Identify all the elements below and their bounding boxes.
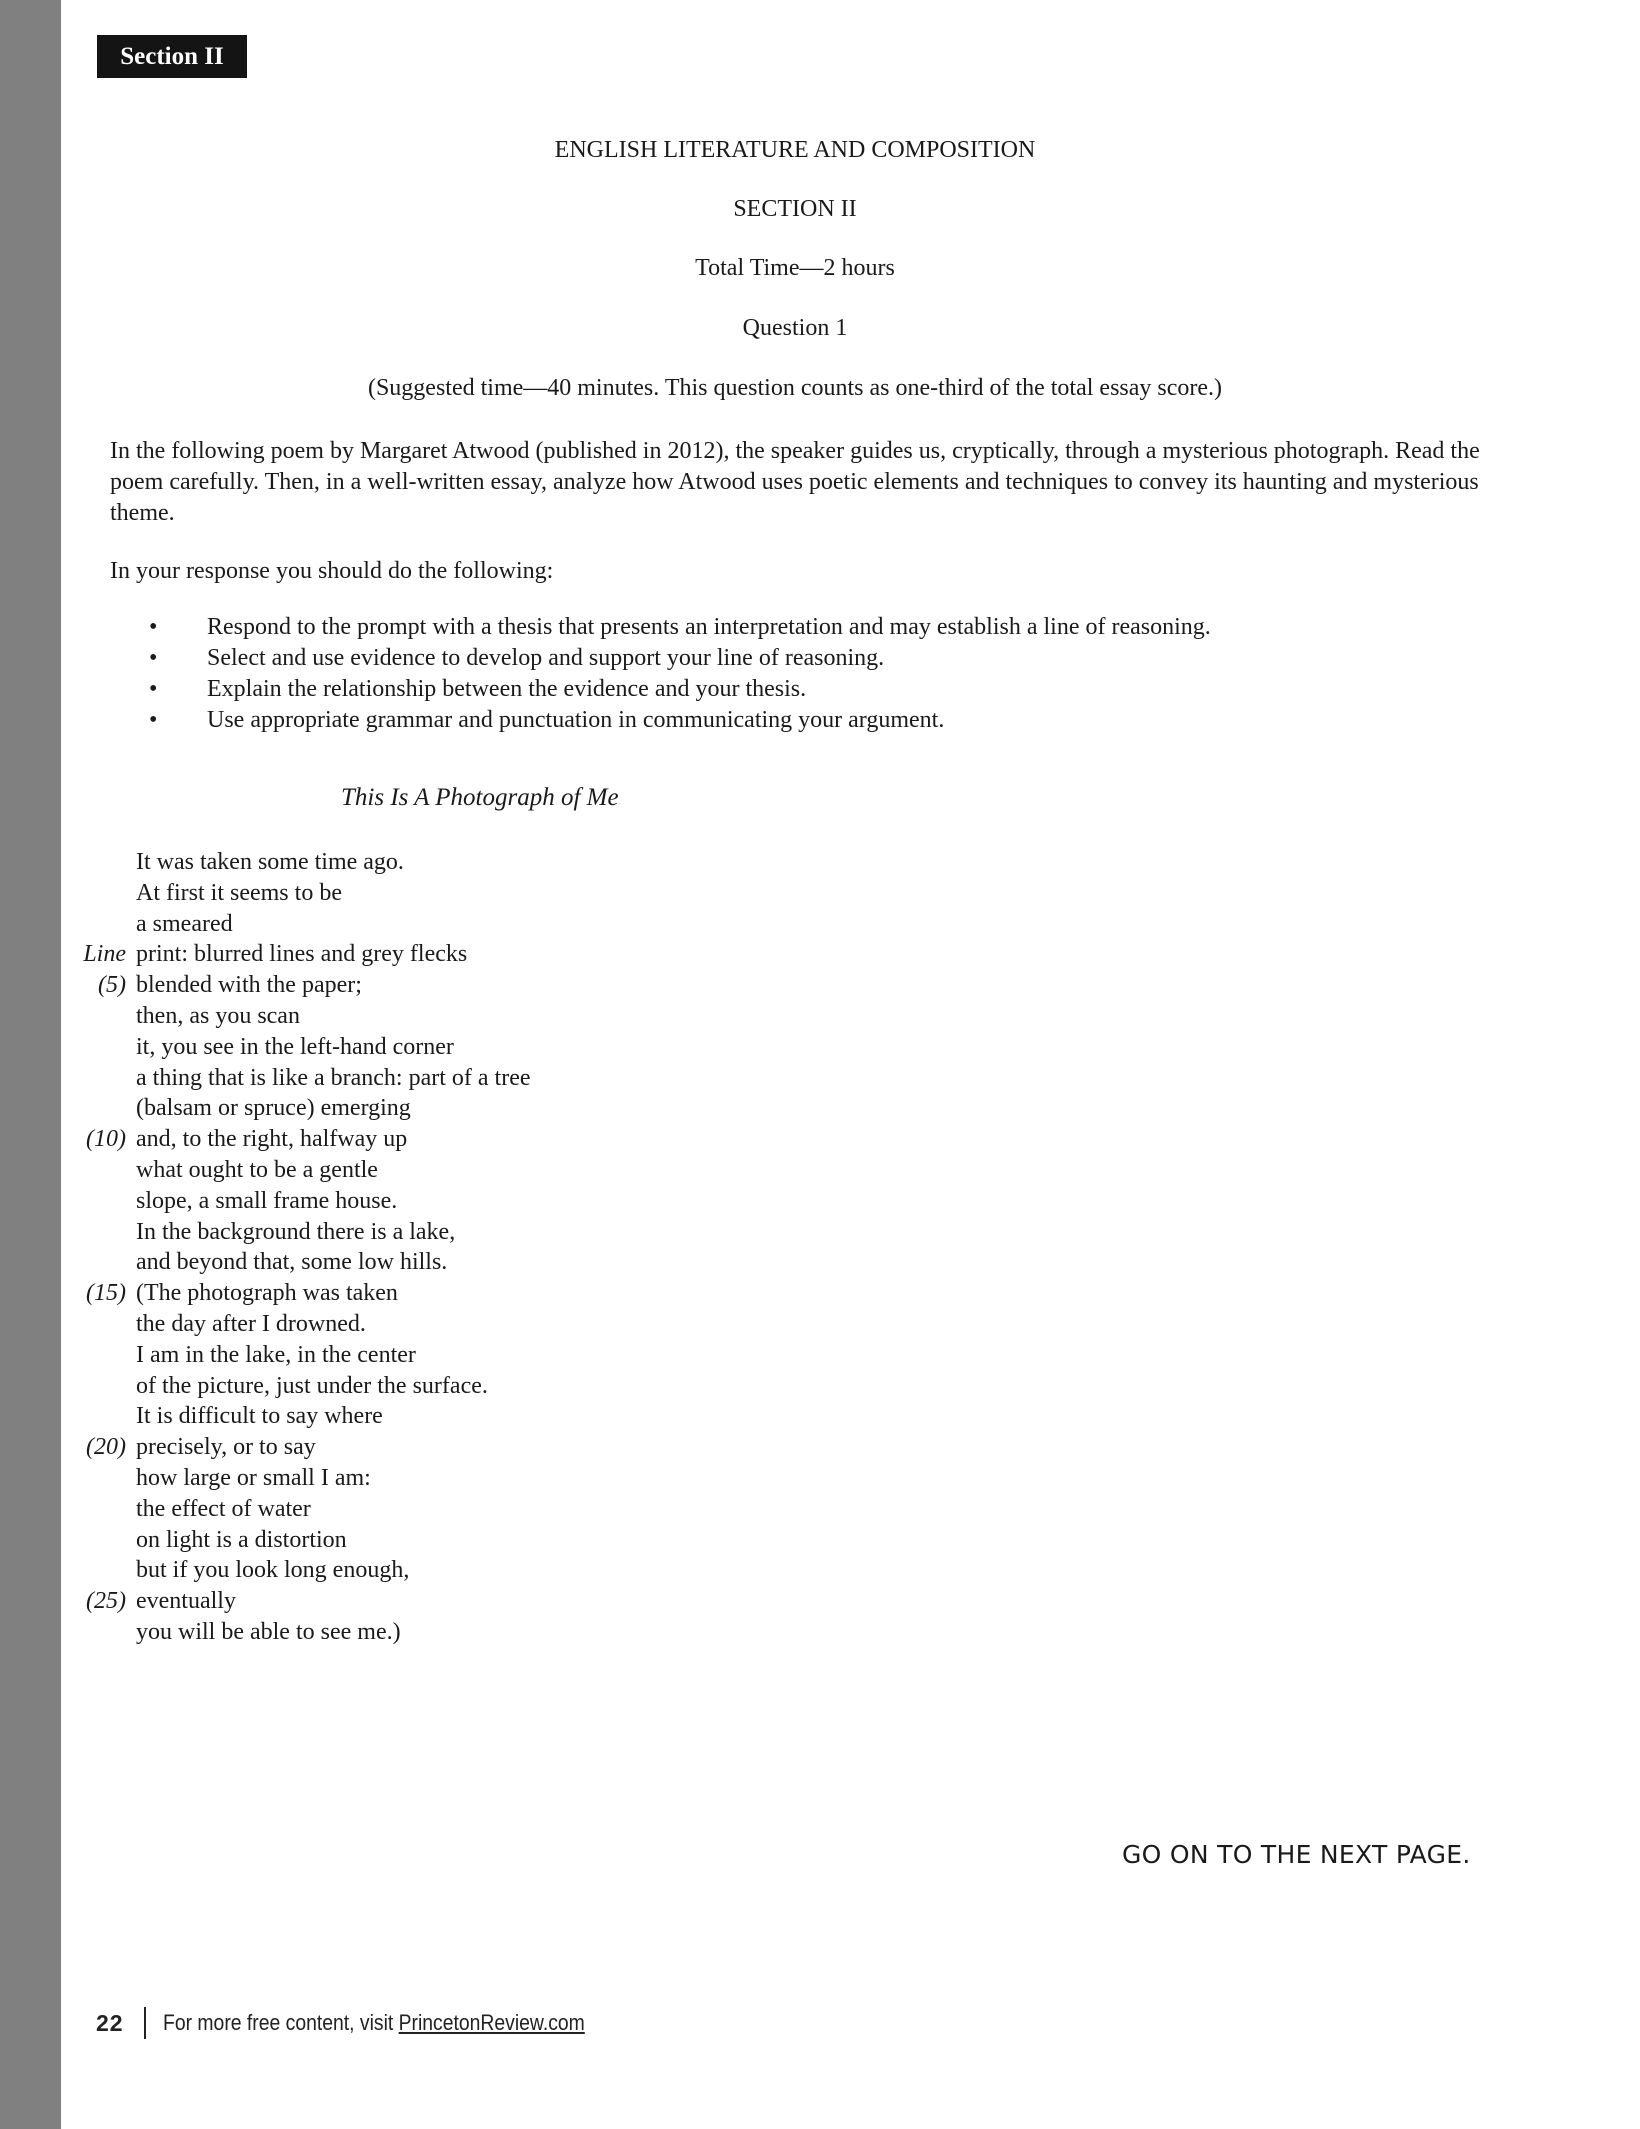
instruction-item: • Explain the relationship between the evidence and your thesis.: [110, 674, 1490, 705]
total-time: Total Time—2 hours: [695, 255, 895, 281]
instructions-intro: In your response you should do the following:: [110, 558, 554, 584]
line-number: (10): [86, 1126, 126, 1153]
page-number: 22: [96, 2009, 124, 2036]
question-heading: Question 1: [742, 315, 848, 341]
subject-heading: ENGLISH LITERATURE AND COMPOSITION: [554, 137, 1036, 163]
instructions-list: [110, 612, 1490, 736]
poem-title: This Is A Photograph of Me: [341, 784, 619, 811]
go-on-notice: GO ON TO THE NEXT PAGE.: [1122, 1840, 1471, 1869]
bullet-icon: •: [149, 676, 158, 702]
instruction-item: • Respond to the prompt with a thesis that presents an interpretation and may establish a line of reasoning.: [110, 612, 1490, 643]
bullet-icon: •: [149, 707, 158, 733]
section-heading: SECTION II: [733, 196, 857, 222]
line-number: (5): [98, 972, 126, 999]
section-badge: Section II: [97, 35, 247, 78]
footer-divider: [144, 2007, 146, 2039]
princeton-review-link[interactable]: PrincetonReview.com: [398, 2010, 585, 2035]
page-footer: [96, 2005, 642, 2041]
suggested-time: (Suggested time—40 minutes. This question counts as one-third of the total essay score.): [367, 375, 1223, 401]
bullet-icon: •: [149, 614, 158, 640]
line-number: (25): [86, 1588, 126, 1615]
line-number: Line: [83, 941, 126, 968]
footer-text: For more free content, visit PrincetonReview.com: [162, 2010, 585, 2035]
bullet-icon: •: [149, 645, 158, 671]
instruction-item: • Select and use evidence to develop and support your line of reasoning.: [110, 643, 1490, 674]
instruction-item: • Use appropriate grammar and punctuation in communicating your argument.: [110, 705, 1490, 736]
line-number: (20): [86, 1434, 126, 1461]
line-number: (15): [86, 1280, 126, 1307]
prompt-paragraph: In the following poem by Margaret Atwood (published in 2012), the speaker guides us, cryptically, through a mysterious photograph. Read the poem carefully. Then, in a well-written essay, analyze how Atwood uses poetic elements and techniques to convey its haunting and mysterious theme.: [110, 438, 1480, 526]
